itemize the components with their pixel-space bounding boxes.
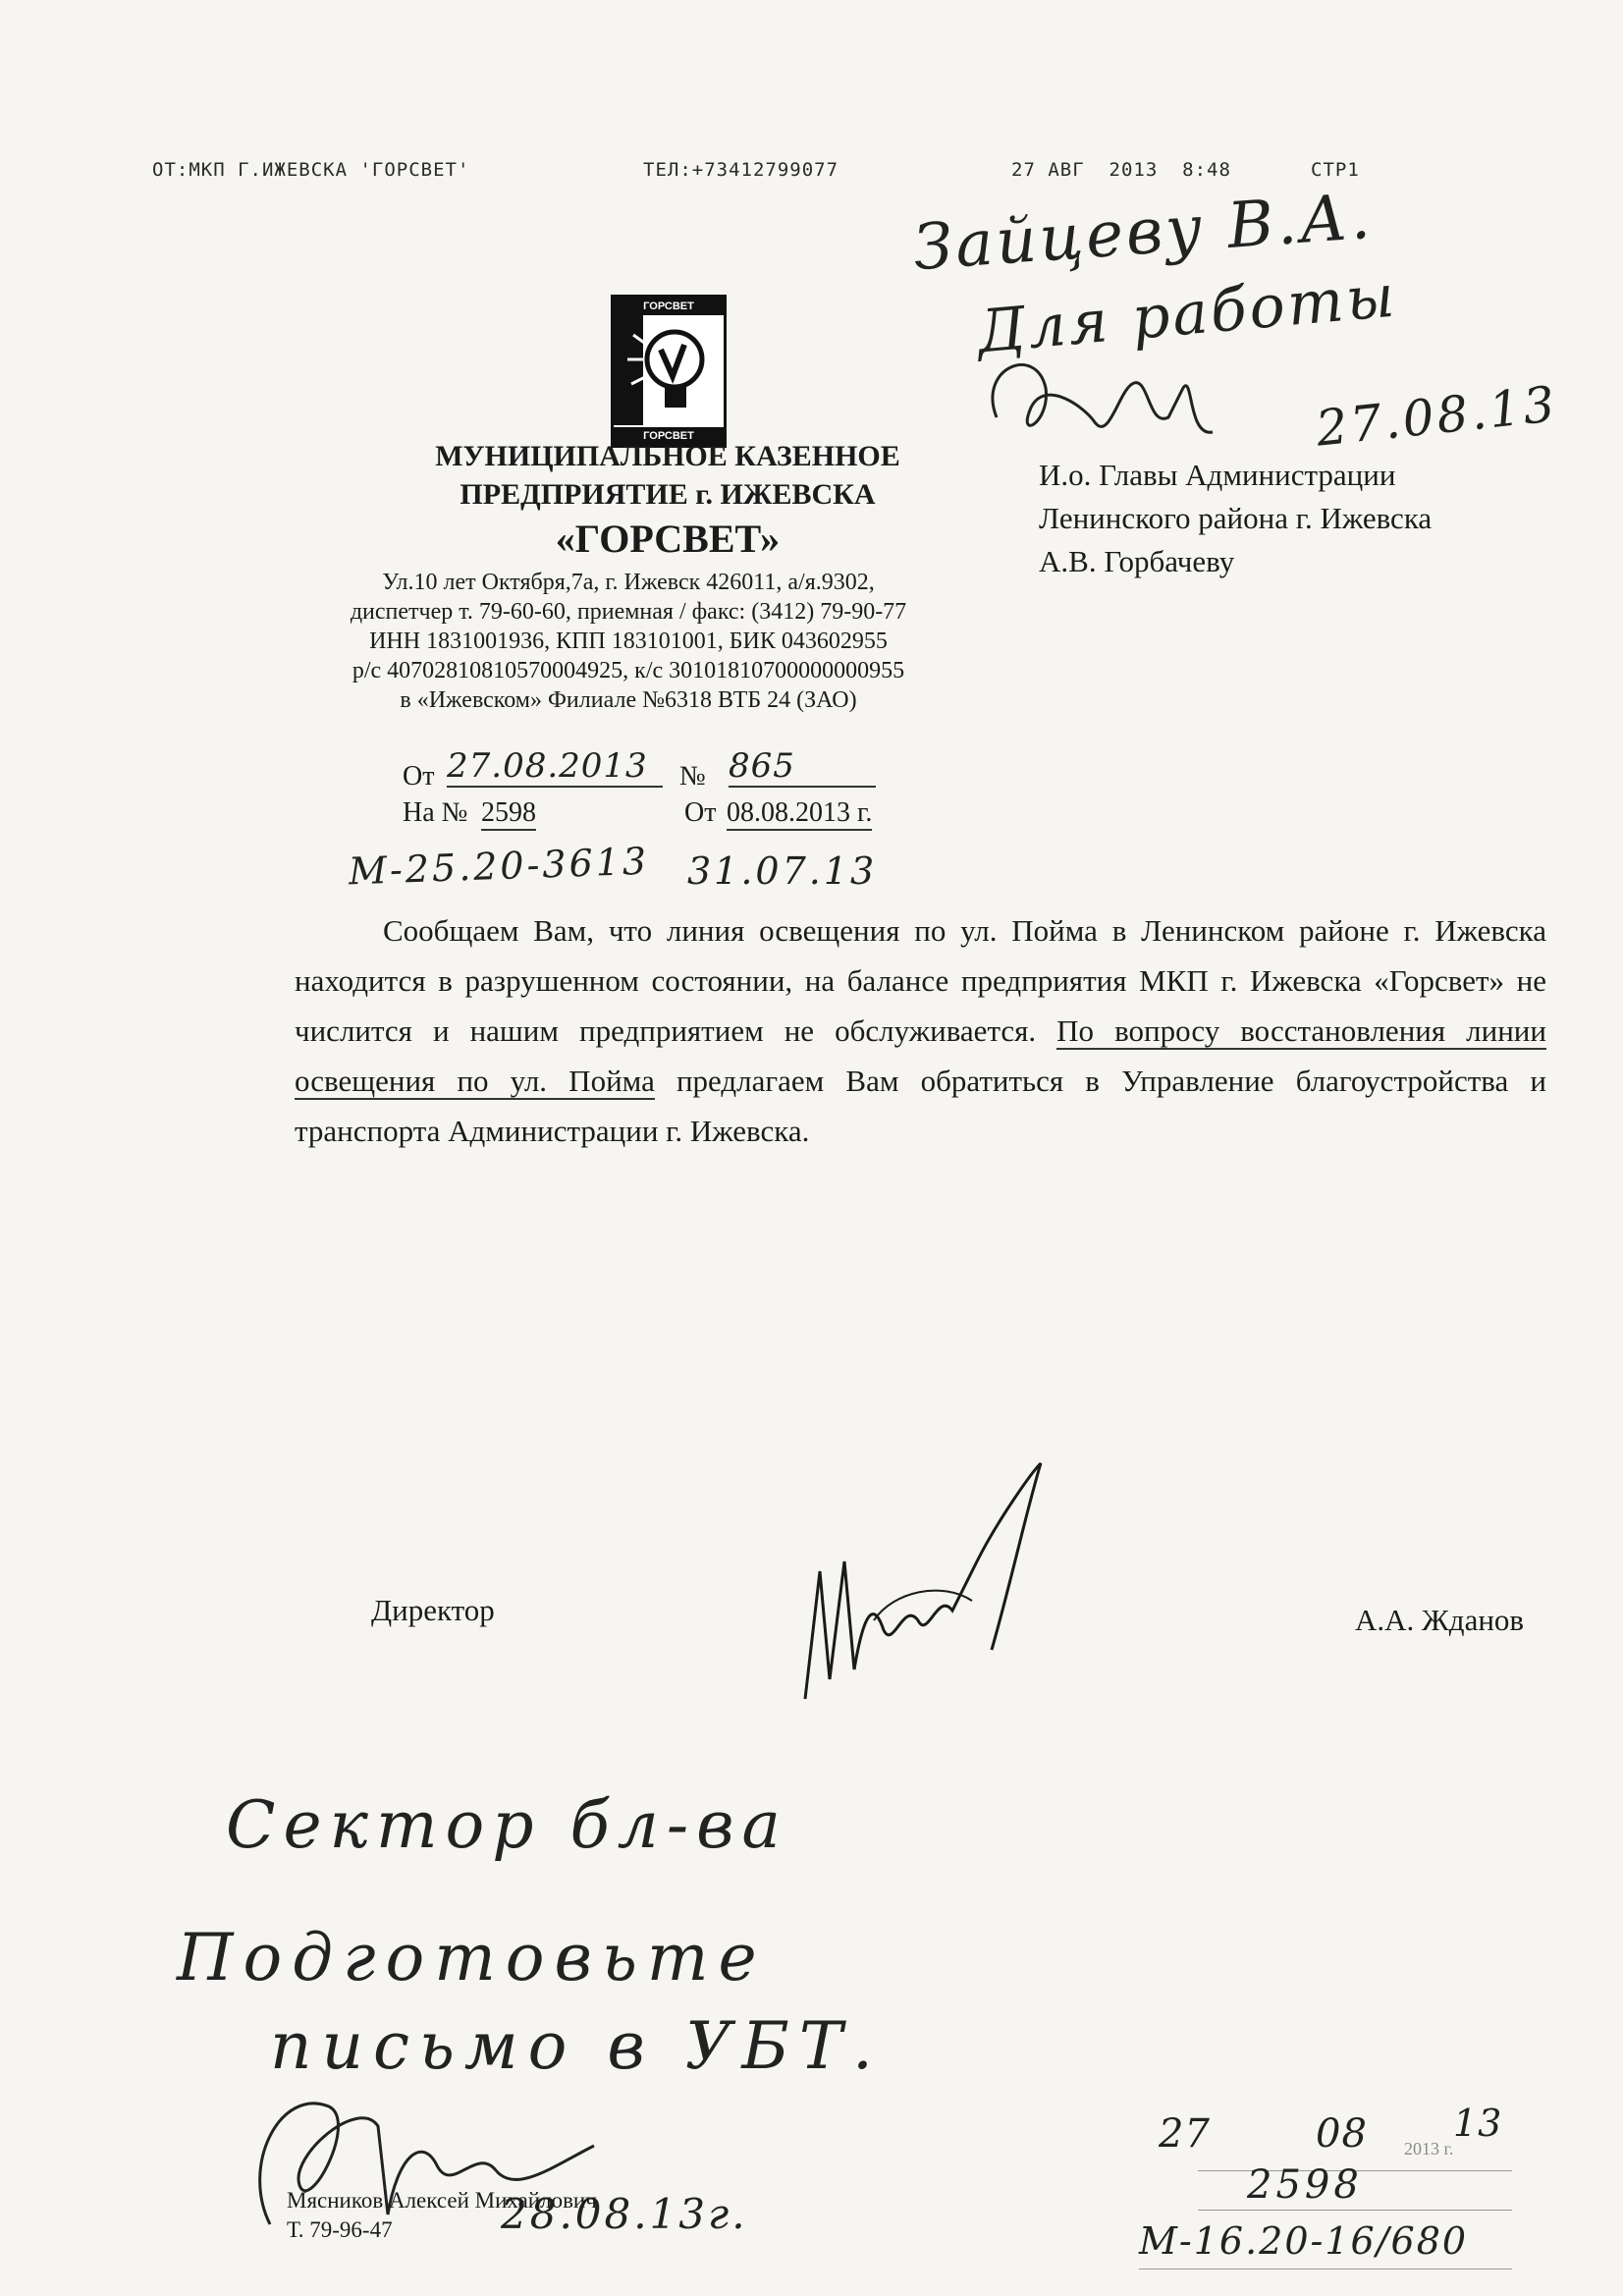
stamp-number: 2598 [1247, 2162, 1363, 2208]
addressee-district: Ленинского района г. Ижевска [1039, 501, 1433, 535]
fax-sender: ОТ:МКП Г.ИЖЕВСКА 'ГОРСВЕТ' [152, 159, 470, 181]
resolution-top-date: 27.08.13 [1313, 375, 1561, 458]
gorsvet-logo [611, 295, 727, 448]
org-name: «ГОРСВЕТ» [555, 517, 781, 561]
doc-no-label: № [679, 761, 706, 792]
stamp-ref: М-16.20-16/680 [1139, 2219, 1469, 2263]
logo-top-label: ГОРСВЕТ [614, 298, 724, 315]
signature-name: А.А. Жданов [1355, 1603, 1525, 1637]
reply-from-label: От [684, 797, 717, 828]
reply-date: 08.08.2013 г. [727, 797, 872, 831]
stamp-number-line [1198, 2210, 1512, 2211]
doc-no-value: 865 [729, 746, 876, 788]
handwritten-ref: М-25.20-3613 [348, 839, 650, 894]
requisite-phones: диспетчер т. 79-60-60, приемная / факс: (3412) 79-90-77 [350, 599, 907, 625]
reply-no: 2598 [481, 797, 536, 831]
requisite-inn: ИНН 1831001936, КПП 183101001, БИК 043602955 [369, 629, 888, 654]
fax-datetime: 27 АВГ 2013 8:48 [1011, 159, 1231, 181]
executor-phone: Т. 79-96-47 [287, 2217, 393, 2242]
fax-page: СТР1 [1311, 159, 1360, 181]
org-requisites [265, 568, 992, 715]
registration-stamp [1139, 2102, 1532, 2278]
resolution-bottom-line2: Подготовьте [177, 1920, 767, 1995]
doc-from-label: От [403, 761, 435, 792]
fax-phone: ТЕЛ:+73412799077 [643, 159, 839, 181]
stamp-year-printed: 2013 г. [1404, 2139, 1454, 2159]
executor-name: Мясников Алексей Михайлович [287, 2188, 597, 2213]
handwritten-ref-date: 31.07.13 [687, 849, 878, 893]
org-line2: ПРЕДПРИЯТИЕ г. ИЖЕВСКА [460, 478, 876, 511]
body-text-underlined: По вопросу восстановления линии освещения по ул. Пойма [295, 1013, 1546, 1098]
resolution-top-line1: Зайцеву В.А. [910, 180, 1376, 286]
stamp-day: 27 [1159, 2111, 1211, 2157]
doc-from-date: 27.08.2013 [447, 746, 663, 788]
body-text-end: предлагаем Вам обратиться в Управление благоустройства и транспорта Администрации г. Ижевска. [295, 1064, 1546, 1148]
logo-bottom-label: ГОРСВЕТ [614, 427, 724, 445]
reply-no-label: На № [403, 797, 468, 828]
resolution-top-line2: Для работы [974, 261, 1400, 367]
resolution-bottom-line1: Сектор бл-ва [226, 1787, 788, 1863]
addressee [1039, 454, 1432, 583]
signature-title: Директор [371, 1593, 495, 1627]
body-text-main: Сообщаем Вам, что линия освещения по ул. Пойма в Ленинском районе г. Ижевска находится в разрушенном состоянии, на балансе предприятия МКП г. Ижевска «Горсвет» не числится и нашим предприятием не обслуживается. [295, 913, 1546, 1048]
lightbulb-icon [614, 315, 724, 425]
resolution-top-signature [977, 349, 1350, 457]
addressee-name: А.В. Горбачеву [1039, 544, 1235, 578]
addressee-position: И.о. Главы Администрации [1039, 458, 1396, 492]
letter-body [295, 905, 1546, 1156]
stamp-month: 08 [1316, 2111, 1368, 2157]
requisite-bank: в «Ижевском» Филиале №6318 ВТБ 24 (ЗАО) [400, 687, 857, 713]
org-line1: МУНИЦИПАЛЬНОЕ КАЗЕННОЕ [435, 440, 900, 472]
requisite-account: р/с 40702810810570004925, к/с 30101810700000000955 [352, 658, 905, 683]
stamp-year: 13 [1453, 2102, 1503, 2145]
resolution-bottom-line3: письмо в УБТ. [270, 2008, 883, 2084]
requisite-address: Ул.10 лет Октября,7а, г. Ижевск 426011, а/я.9302, [382, 570, 875, 595]
director-signature [746, 1453, 1060, 1748]
resolution-bottom-date: 28.08.13г. [501, 2190, 748, 2238]
